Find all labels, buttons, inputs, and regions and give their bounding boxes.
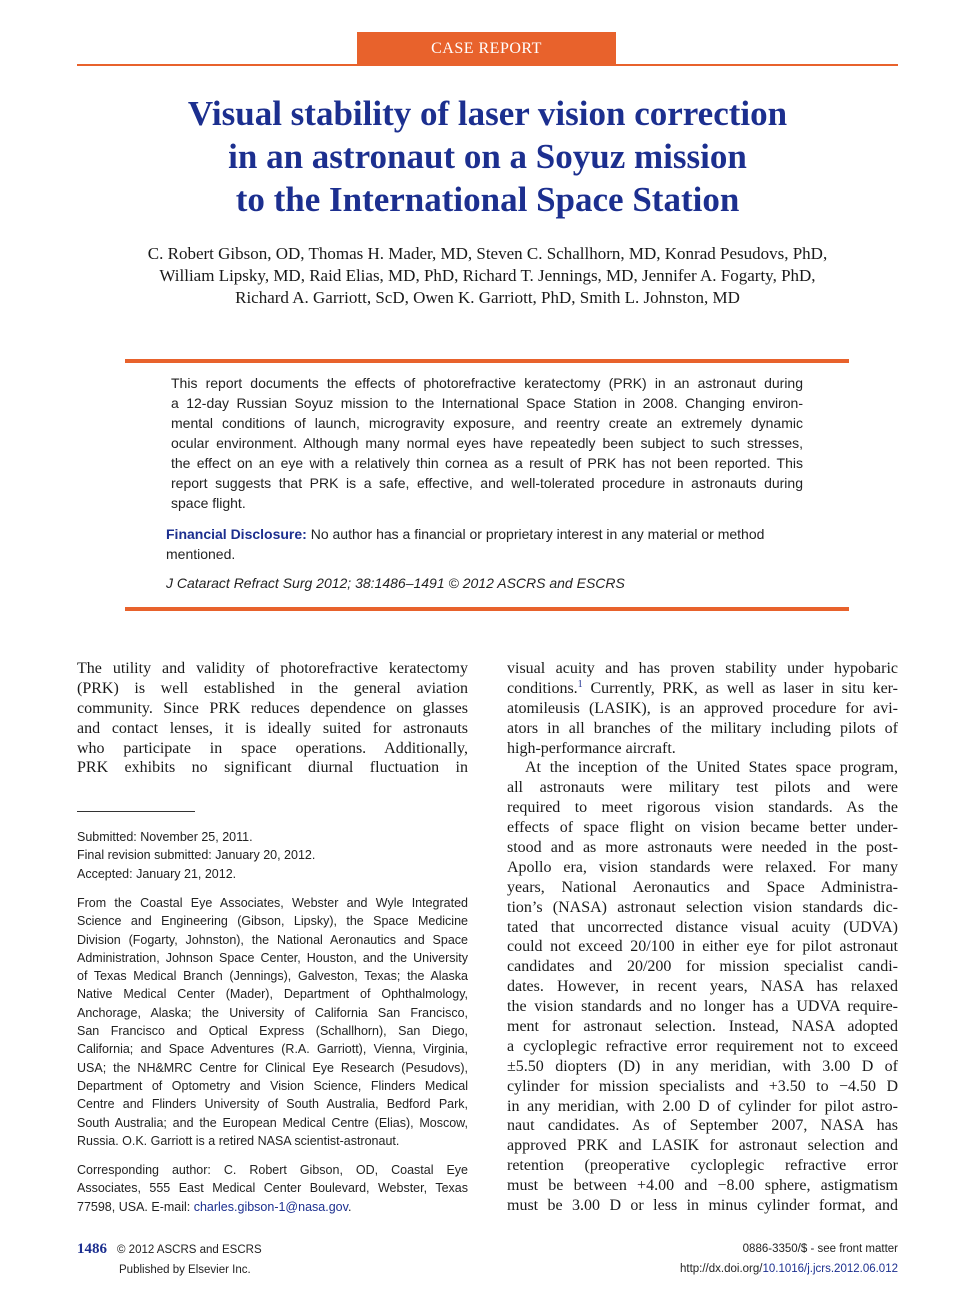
- body-line: must be 3.00 D or less in minus cylinder format, and: [507, 1197, 898, 1215]
- body-line: in any meridian, with 2.00 D of cylinder for pilot astro-: [507, 1097, 898, 1115]
- abstract-line: report suggests that PRK is a safe, effective, and well-tolerated procedure in astronauts during: [171, 475, 803, 491]
- body-line: [507, 679, 898, 699]
- affiliation-line: Administration, Johnson Space Center, Houston, and the University: [77, 950, 468, 965]
- footer-publisher: Published by Elsevier Inc.: [119, 1264, 251, 1276]
- abstract-bottom-rule: [125, 607, 849, 611]
- body-line: approved PRK and LASIK for astronaut selection and: [507, 1137, 898, 1155]
- journal-citation: J Cataract Refract Surg 2012; 38:1486–1491 © 2012 ASCRS and ESCRS: [166, 575, 625, 591]
- body-line: tion’s (NASA) astronaut selection vision standards dic-: [507, 898, 898, 916]
- body-line: a cycloplegic refractive error requirement not to exceed: [507, 1037, 898, 1055]
- affiliation-line: California; and Space Adventures (R.A. Garriott), Vienna, Virginia,: [77, 1042, 468, 1057]
- affiliation-line: From the Coastal Eye Associates, Webster and Wyle Integrated: [77, 896, 468, 910]
- title-line: to the International Space Station: [235, 180, 740, 219]
- corresponding-author: [77, 1161, 468, 1216]
- abstract-line: ocular environment. Although many normal eyes have repeatedly been subject to such stresses,: [171, 435, 803, 451]
- affiliation-line: Centre and Flinders University of South Australia, Bedford Park,: [77, 1097, 468, 1112]
- body-line: PRK exhibits no significant diurnal fluctuation in: [77, 759, 468, 777]
- body-line: could not exceed 20/100 in either eye for pilot astronaut: [507, 938, 898, 956]
- article-title: [60, 92, 915, 221]
- footer-left: [77, 1239, 497, 1280]
- header-rule: [77, 64, 898, 66]
- abstract-top-rule: [125, 359, 849, 363]
- affiliations: [77, 894, 468, 1150]
- body-line: Apollo era, vision standards were relaxed. For many: [507, 858, 898, 876]
- body-line: and contact lenses, it is ideally suited for astronauts: [77, 719, 468, 737]
- affiliation-line: USA; the NH&MRC Centre for Clinical Eye Research (Pesudovs),: [77, 1060, 468, 1075]
- affiliation-line: Division (Fogarty, Johnston), the National Aeronautics and Space: [77, 932, 468, 947]
- email-link[interactable]: charles.gibson-1@nasa.gov: [193, 1199, 348, 1214]
- author-line: C. Robert Gibson, OD, Thomas H. Mader, MD, Steven C. Schallhorn, MD, Konrad Pesudovs, PhD,: [147, 244, 828, 263]
- author-line: Richard A. Garriott, ScD, Owen K. Garriott, PhD, Smith L. Johnston, MD: [235, 288, 740, 307]
- disclosure-text: No author has a financial or proprietary interest in any material or method: [306, 526, 765, 542]
- title-line: Visual stability of laser vision correction: [187, 94, 788, 133]
- affiliation-line: Native Medical Center (Mader), Department of Ophthalmology,: [77, 987, 468, 1002]
- correspondence-line: Associates, 555 East Medical Center Boulevard, Webster, Texas: [77, 1181, 468, 1196]
- body-line: high-performance aircraft.: [507, 739, 676, 757]
- body-line: At the inception of the United States space program,: [525, 759, 898, 777]
- abstract: [171, 373, 803, 513]
- body-line: cylinder for mission specialists and +3.50 to −4.50 D: [507, 1077, 898, 1095]
- body-line: retention (preoperative cycloplegic refractive error: [507, 1157, 898, 1175]
- body-text: Currently, PRK, as well as laser in situ ker-: [582, 679, 898, 697]
- correspondence-suffix: .: [347, 1199, 352, 1214]
- body-line: all astronauts were military test pilots and were: [507, 779, 898, 797]
- date-line: Accepted: January 21, 2012.: [77, 866, 237, 881]
- disclosure-label: Financial Disclosure:: [166, 526, 307, 542]
- body-line: must be between +4.00 and −8.00 sphere, astigmatism: [507, 1177, 898, 1195]
- body-line: The utility and validity of photorefractive keratectomy: [77, 660, 468, 677]
- footnote-rule: [77, 811, 195, 812]
- affiliation-line: Anchorage, Alaska; the University of California San Francisco,: [77, 1005, 468, 1020]
- body-line: ±5.50 diopters (D) in any meridian, with 3.00 D of: [507, 1057, 898, 1075]
- submission-dates: [77, 828, 468, 883]
- left-column-body: [77, 659, 468, 778]
- date-line: Final revision submitted: January 20, 2012.: [77, 848, 316, 863]
- footer-right: [520, 1239, 898, 1279]
- financial-disclosure: [166, 524, 816, 564]
- disclosure-text-continued: mentioned.: [166, 546, 236, 562]
- correspondence-prefix: 77598, USA. E-mail:: [77, 1199, 194, 1214]
- body-line: atomileusis (LASIK), is an approved procedure for avi-: [507, 699, 898, 717]
- body-line: ators in all branches of the military including pilots of: [507, 719, 898, 737]
- footer-issn: 0886-3350/$ - see front matter: [742, 1243, 898, 1255]
- body-line: stood and as more astronauts were needed in the post-: [507, 839, 898, 857]
- abstract-line: This report documents the effects of photorefractive keratectomy (PRK) in an astronaut during: [171, 375, 803, 391]
- abstract-line: a 12-day Russian Soyuz mission to the International Space Station in 2008. Changing environ-: [171, 395, 803, 411]
- body-line: naut candidates. As of September 2007, NASA has: [507, 1117, 898, 1135]
- body-line: the vision standards and no longer has a UDVA require-: [507, 998, 898, 1016]
- body-line: who participate in space operations. Additionally,: [77, 739, 468, 757]
- author-line: William Lipsky, MD, Raid Elias, MD, PhD, Richard T. Jennings, MD, Jennifer A. Fogarty, PhD,: [159, 266, 816, 285]
- abstract-line: space flight.: [171, 495, 246, 511]
- affiliation-line: of Texas Medical Branch (Jennings), Galveston, Texas; the Alaska: [77, 969, 468, 984]
- date-line: Submitted: November 25, 2011.: [77, 830, 253, 844]
- affiliation-line: South Australia; and the European Medical Centre (Elias), Moscow,: [77, 1115, 468, 1130]
- affiliation-line: San Francisco and Optical Express (Schallhorn), San Diego,: [77, 1024, 468, 1039]
- body-line: visual acuity and has proven stability under hypobaric: [507, 660, 898, 677]
- body-line: years, National Aeronautics and Space Administra-: [507, 878, 898, 896]
- body-line: candidates and 20/200 for mission specialist candi-: [507, 958, 898, 976]
- body-line: effects of space flight on vision became better under-: [507, 819, 898, 837]
- abstract-line: mental conditions of launch, microgravity exposure, and reentry create an extremely dynamic: [171, 415, 803, 431]
- body-line: required to meet rigorous vision standards. As the: [507, 799, 898, 817]
- body-line: dates. However, in recent years, NASA has relaxed: [507, 978, 898, 996]
- title-line: in an astronaut on a Soyuz mission: [228, 137, 747, 176]
- reference-link[interactable]: 1: [577, 678, 583, 690]
- right-column-body: [507, 659, 898, 1216]
- body-text: conditions.: [507, 679, 578, 697]
- abstract-line: the effect on an eye with a relatively thin cornea as a result of PRK has not been reported. This: [171, 455, 803, 471]
- author-list: [40, 243, 935, 309]
- doi-link[interactable]: 10.1016/j.jcrs.2012.06.012: [762, 1263, 898, 1275]
- doi-prefix: http://dx.doi.org/: [679, 1263, 763, 1275]
- page-number: 1486: [77, 1241, 107, 1257]
- body-line: tated that uncorrected distance visual acuity (UDVA): [507, 918, 898, 936]
- correspondence-line: [77, 1198, 468, 1216]
- affiliation-line: Department of Optometry and Vision Science, Flinders Medical: [77, 1078, 468, 1093]
- affiliation-line: Science and Engineering (Gibson, Lipsky), the Space Medicine: [77, 914, 468, 929]
- body-line: community. Since PRK reduces dependence on glasses: [77, 699, 468, 717]
- section-label: CASE REPORT: [357, 32, 616, 64]
- affiliation-line: Russia. O.K. Garriott is a retired NASA scientist-astronaut.: [77, 1133, 400, 1148]
- correspondence-line: Corresponding author: C. Robert Gibson, OD, Coastal Eye: [77, 1163, 468, 1177]
- body-line: (PRK) is well established in the general aviation: [77, 679, 468, 697]
- footer-copyright: © 2012 ASCRS and ESCRS: [117, 1244, 262, 1256]
- body-line: ment for astronaut selection. Instead, NASA adopted: [507, 1018, 898, 1036]
